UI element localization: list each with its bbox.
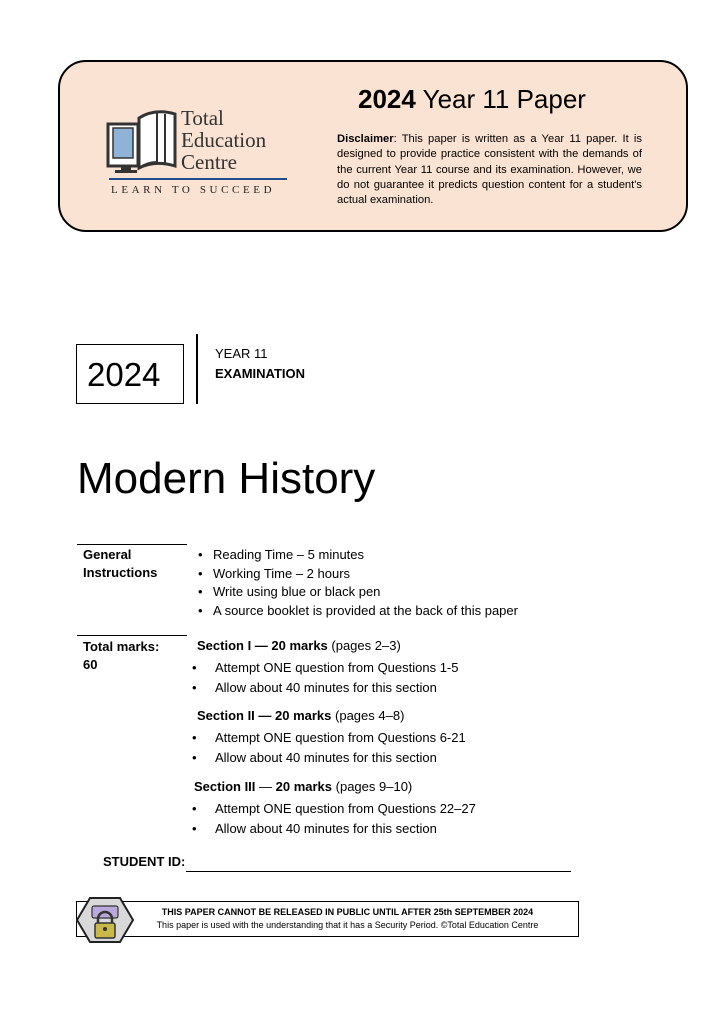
general-instructions-label — [83, 546, 157, 582]
section-2-heading: Section II — 20 marks — [197, 708, 332, 723]
bullet-icon: • — [198, 584, 203, 600]
section-3-heading: Section III — [194, 779, 256, 794]
section-3-title — [194, 779, 412, 794]
general-instructions-list — [197, 546, 518, 621]
disclaimer-label: Disclaimer — [337, 133, 394, 145]
total-marks-value: 60 — [83, 657, 98, 672]
list-item — [197, 602, 518, 621]
instruction-text: Working Time – 2 hours — [213, 565, 351, 581]
bullet-icon: • — [198, 565, 203, 581]
section-1-title — [197, 638, 401, 653]
total-marks-label-text: Total marks: — [83, 639, 160, 654]
bullet-icon: • — [198, 603, 203, 619]
book-monitor-icon — [105, 106, 183, 176]
exam-year-box: 2024 — [76, 344, 184, 404]
list-item — [188, 728, 466, 748]
bullet-icon: • — [192, 730, 197, 745]
header-banner — [58, 60, 688, 232]
logo-rule — [109, 178, 287, 180]
list-item — [188, 678, 459, 698]
security-note: This paper is used with the understanding that it has a Security Period. ©Total Education Centre — [156, 920, 539, 930]
divider-vertical — [196, 334, 198, 404]
bullet-icon: • — [192, 820, 197, 836]
bullet-icon: • — [192, 679, 197, 695]
section-2-pages: (pages 4–8) — [331, 708, 405, 723]
exam-type: EXAMINATION — [215, 366, 306, 381]
logo — [105, 106, 290, 196]
section-instruction: Attempt ONE question from Questions 6-21 — [215, 730, 466, 745]
section-3-dash: — — [255, 779, 276, 794]
list-item — [197, 583, 518, 602]
section-1-heading: Section I — 20 marks — [197, 638, 328, 653]
section-instruction: Attempt ONE question from Questions 1-5 — [215, 660, 459, 675]
general-instructions-label-line-2: Instructions — [83, 565, 158, 580]
section-1-list — [188, 658, 459, 697]
bullet-icon: • — [192, 749, 197, 765]
exam-level: YEAR 11 — [215, 346, 268, 361]
section-instruction: Allow about 40 minutes for this section — [215, 749, 437, 765]
release-warning: THIS PAPER CANNOT BE RELEASED IN PUBLIC UNTIL AFTER 25th SEPTEMBER 2024 — [161, 907, 534, 917]
instruction-text: Write using blue or black pen — [213, 584, 381, 600]
logo-line-2: Education — [181, 128, 267, 152]
instruction-text: A source booklet is provided at the back of this paper — [213, 603, 518, 619]
section-1-pages: (pages 2–3) — [327, 638, 401, 653]
list-item — [188, 819, 476, 839]
paper-title-text: Year 11 Paper — [422, 84, 586, 114]
student-id-label: STUDENT ID: — [103, 854, 186, 869]
general-instructions-label-line-1: General — [83, 547, 132, 562]
section-3-pages: (pages 9–10) — [332, 779, 413, 794]
logo-line-3: Centre — [181, 150, 237, 174]
list-item — [188, 748, 466, 768]
paper-title — [358, 84, 586, 115]
logo-text — [181, 107, 266, 173]
list-item — [197, 546, 518, 565]
list-item — [197, 565, 518, 584]
paper-title-year: 2024 — [358, 84, 416, 114]
section-3-list — [188, 799, 476, 838]
bullet-icon: • — [192, 660, 197, 675]
total-marks-label — [83, 638, 159, 674]
logo-line-1: Total — [181, 106, 224, 130]
instruction-text: Reading Time – 5 minutes — [213, 547, 365, 562]
bullet-icon: • — [198, 547, 203, 562]
subject-title: Modern History — [77, 454, 376, 503]
section-instruction: Allow about 40 minutes for this section — [215, 820, 437, 836]
disclaimer — [337, 132, 642, 208]
logo-tagline: LEARN TO SUCCEED — [111, 184, 276, 196]
section-2-list — [188, 728, 466, 767]
security-footer — [76, 901, 579, 937]
general-instructions-rule — [77, 544, 187, 545]
student-id-field[interactable] — [186, 871, 571, 872]
disclaimer-text: : This paper is written as a Year 11 paper. It is designed to provide practice consistent with the demands of the current Year 11 course and its examination. However, we do not guarantee it predicts question content for a student's actual examination. — [337, 133, 642, 207]
total-marks-rule — [77, 635, 187, 636]
bullet-icon: • — [192, 801, 197, 816]
list-item — [188, 799, 476, 819]
section-3-marks: 20 marks — [275, 779, 333, 794]
list-item — [188, 658, 459, 678]
section-instruction: Allow about 40 minutes for this section — [215, 679, 437, 695]
section-2-title — [197, 708, 404, 723]
section-instruction: Attempt ONE question from Questions 22–27 — [215, 801, 476, 816]
